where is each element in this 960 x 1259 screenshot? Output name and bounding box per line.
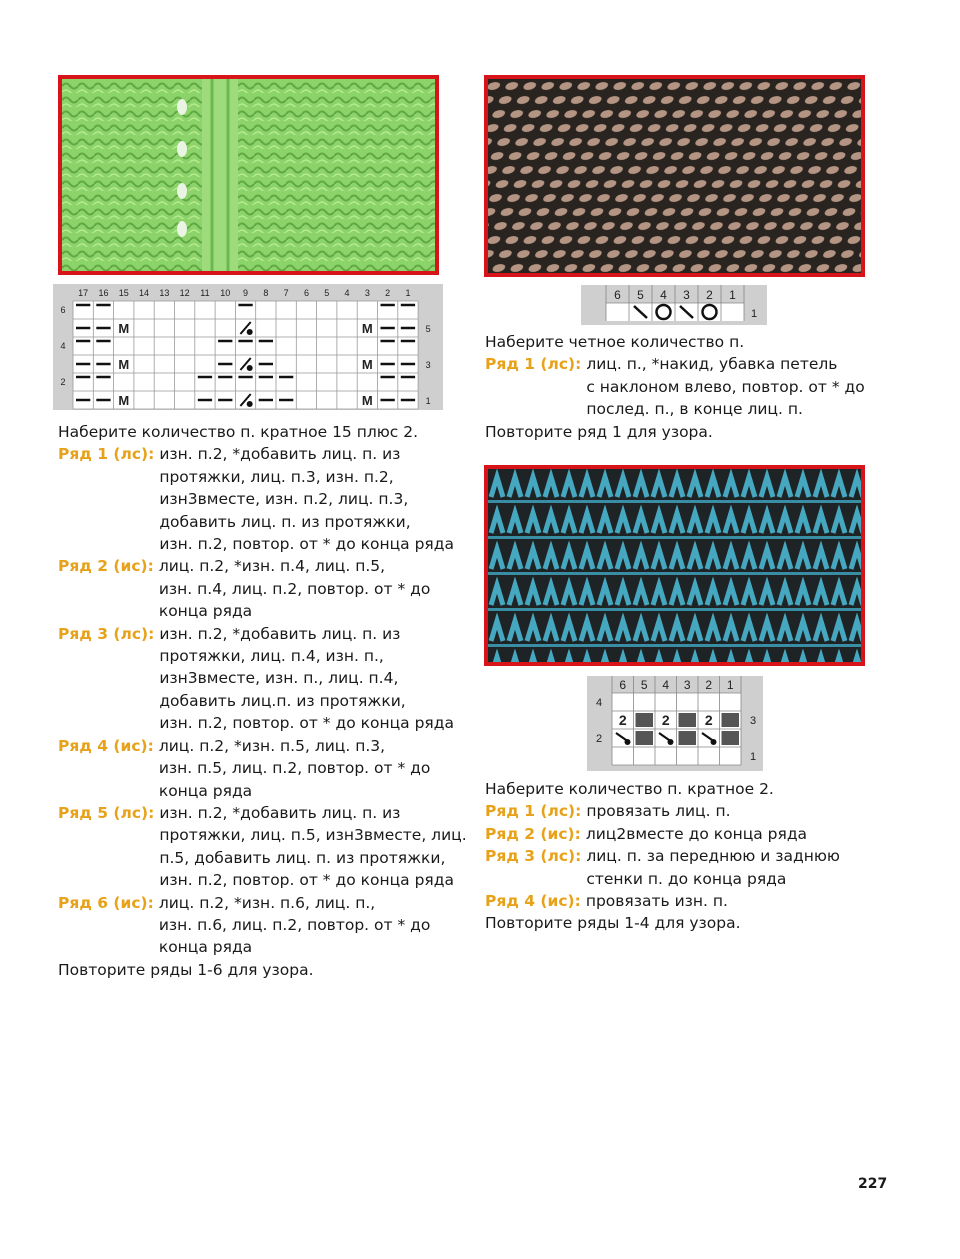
column-number: 1 (405, 288, 411, 298)
row-text-line: изн. п.5, лиц. п.2, повтор. от * до (158, 759, 431, 778)
row-text-line: изн. п.2, *добавить лиц. п. из (159, 445, 401, 464)
instruction-row (58, 802, 467, 892)
instruction-row (485, 890, 885, 912)
row-number: 4 (595, 697, 603, 709)
row-text-line: изн. п.2, *добавить лиц. п. из (159, 624, 401, 643)
row-text-line: лиц. п., *накид, убавка петель (586, 355, 838, 374)
kfb-symbol: 2 (704, 712, 713, 728)
left-intro: Наберите количество п. кратное 15 плюс 2. (58, 423, 419, 441)
column-number: 17 (78, 288, 89, 298)
column-number: 1 (729, 288, 736, 302)
instruction-row (58, 555, 458, 622)
row-text-line: протяжки, лиц. п.3, изн. п.2, (159, 467, 394, 486)
no-stitch-cell (636, 713, 654, 727)
column-number: 14 (139, 288, 150, 298)
row-label: Ряд 3 (лс): (58, 624, 155, 643)
row-text-line: с наклоном влево, повтор. от * до (586, 377, 865, 396)
column-number: 5 (640, 678, 648, 692)
row-label: Ряд 2 (ис): (58, 557, 154, 576)
column-number: 8 (263, 288, 269, 298)
row-number: 3 (425, 360, 431, 370)
row-number: 4 (60, 341, 66, 351)
row-text-line: изн3вместе, изн. п.2, лиц. п.3, (159, 490, 409, 509)
row-label: Ряд 3 (лс): (485, 847, 582, 866)
row-text-line: изн3вместе, изн. п., лиц. п.4, (159, 669, 399, 688)
column-number: 2 (705, 678, 713, 692)
brown-footer: Повторите ряд 1 для узора. (485, 422, 713, 441)
no-stitch-cell (679, 731, 697, 745)
brown-knit-photo (484, 75, 865, 277)
row-text-line: лиц. п.2, *изн. п.5, лиц. п.3, (158, 736, 386, 755)
column-number: 5 (324, 288, 330, 298)
column-number: 16 (98, 288, 109, 298)
row-number: 1 (425, 396, 431, 406)
column-number: 1 (726, 678, 734, 692)
blue-pattern-chart (587, 676, 763, 771)
row-text-line: изн. п.2, *добавить лиц. п. из (159, 803, 401, 822)
no-stitch-cell (722, 713, 740, 727)
row-number: 3 (749, 715, 757, 727)
row-number: 6 (60, 305, 66, 315)
instruction-row (485, 800, 885, 822)
dec3-dot (247, 401, 253, 407)
row-text-line: протяжки, лиц. п.4, изн. п., (159, 647, 384, 666)
row-text-line: стенки п. до конца ряда (586, 869, 787, 888)
instruction-row (58, 443, 458, 555)
instruction-row (485, 845, 885, 890)
row-text-line: конца ряда (158, 602, 253, 621)
make-one-symbol: M (118, 357, 130, 372)
no-stitch-cell (722, 731, 740, 745)
instruction-row (485, 353, 885, 420)
row-text-line: лиц. п. за переднюю и заднюю (586, 847, 840, 866)
make-one-symbol: M (118, 393, 130, 408)
blue-instructions (485, 778, 885, 935)
row-number: 2 (595, 733, 603, 745)
row-label: Ряд 1 (лс): (485, 802, 582, 821)
instruction-row (58, 892, 458, 959)
row-text-line: п.5, добавить лиц. п. из протяжки, (159, 848, 446, 867)
row-number: 5 (425, 324, 431, 334)
brown-instructions (485, 331, 885, 443)
row-label: Ряд 4 (ис): (485, 892, 581, 911)
blue-intro: Наберите количество п. кратное 2. (485, 780, 774, 798)
row-number: 1 (750, 308, 758, 320)
column-number: 4 (660, 288, 667, 302)
row-text-line: конца ряда (158, 781, 253, 800)
left-pattern-chart (53, 284, 443, 410)
row-text-line: изн. п.2, повтор. от * до конца ряда (159, 871, 454, 890)
row-label: Ряд 6 (ис): (58, 893, 154, 912)
row-text-line: лиц. п.2, *изн. п.4, лиц. п.5, (158, 557, 386, 576)
column-number: 4 (662, 678, 670, 692)
blue-footer: Повторите ряды 1-4 для узора. (485, 914, 741, 933)
make-one-symbol: M (361, 321, 373, 336)
column-number: 3 (683, 288, 690, 302)
row-number: 1 (749, 751, 757, 763)
page-number: 227 (858, 1176, 888, 1192)
row-label: Ряд 1 (лс): (485, 355, 582, 374)
left-instructions (58, 421, 467, 981)
make-one-symbol: M (361, 357, 373, 372)
instruction-row (58, 735, 458, 802)
column-number: 15 (118, 288, 129, 298)
kfb-symbol: 2 (618, 712, 627, 728)
blue-knit-photo (484, 465, 865, 666)
row-text-line: конца ряда (158, 938, 253, 957)
instruction-row (58, 623, 458, 735)
column-number: 6 (619, 678, 627, 692)
make-one-symbol: M (118, 321, 130, 336)
column-number: 12 (179, 288, 190, 298)
row-text-line: добавить лиц.п. из протяжки, (159, 691, 406, 710)
brown-intro: Наберите четное количество п. (485, 333, 745, 351)
column-number: 11 (200, 288, 210, 298)
column-number: 2 (385, 288, 391, 298)
green-knit-photo (58, 75, 439, 275)
column-number: 7 (283, 288, 289, 298)
row-label: Ряд 4 (ис): (58, 736, 154, 755)
row-text-line: лиц. п.2, *изн. п.6, лиц. п., (158, 893, 376, 912)
row-text-line: добавить лиц. п. из протяжки, (159, 512, 411, 531)
dec3-dot (247, 329, 253, 335)
column-number: 4 (344, 288, 350, 298)
row-text-line: послед. п., в конце лиц. п. (586, 400, 803, 419)
row-text-line: изн. п.2, повтор. от * до конца ряда (159, 714, 454, 733)
row-text-line: провязать лиц. п. (586, 802, 731, 821)
make-one-symbol: M (361, 393, 373, 408)
row-text-line: протяжки, лиц. п.5, изн3вместе, лиц. (159, 826, 467, 845)
row-text-line: изн. п.4, лиц. п.2, повтор. от * до (158, 579, 431, 598)
row-number: 2 (60, 377, 66, 387)
row-label: Ряд 1 (лс): (58, 445, 155, 464)
column-number: 6 (614, 288, 621, 302)
kfb-symbol: 2 (661, 712, 670, 728)
row-text-line: провязать изн. п. (585, 892, 728, 911)
column-number: 6 (303, 288, 309, 298)
row-text-line: изн. п.2, повтор. от * до конца ряда (159, 535, 454, 554)
left-footer: Повторите ряды 1-6 для узора. (58, 960, 314, 979)
dec3-dot (247, 365, 253, 371)
k2tog-dot (711, 739, 717, 745)
row-label: Ряд 5 (лс): (58, 803, 155, 822)
instruction-row (485, 823, 885, 845)
no-stitch-cell (679, 713, 697, 727)
column-number: 9 (243, 288, 249, 298)
column-number: 5 (637, 288, 644, 302)
no-stitch-cell (636, 731, 654, 745)
column-number: 2 (706, 288, 713, 302)
column-number: 3 (364, 288, 370, 298)
row-text-line: изн. п.6, лиц. п.2, повтор. от * до (158, 915, 431, 934)
column-number: 10 (220, 288, 231, 298)
brown-pattern-chart (581, 285, 767, 325)
row-text-line: лиц2вместе до конца ряда (585, 824, 808, 843)
column-number: 3 (683, 678, 691, 692)
k2tog-dot (625, 739, 631, 745)
row-label: Ряд 2 (ис): (485, 824, 581, 843)
k2tog-dot (668, 739, 674, 745)
column-number: 13 (159, 288, 170, 298)
